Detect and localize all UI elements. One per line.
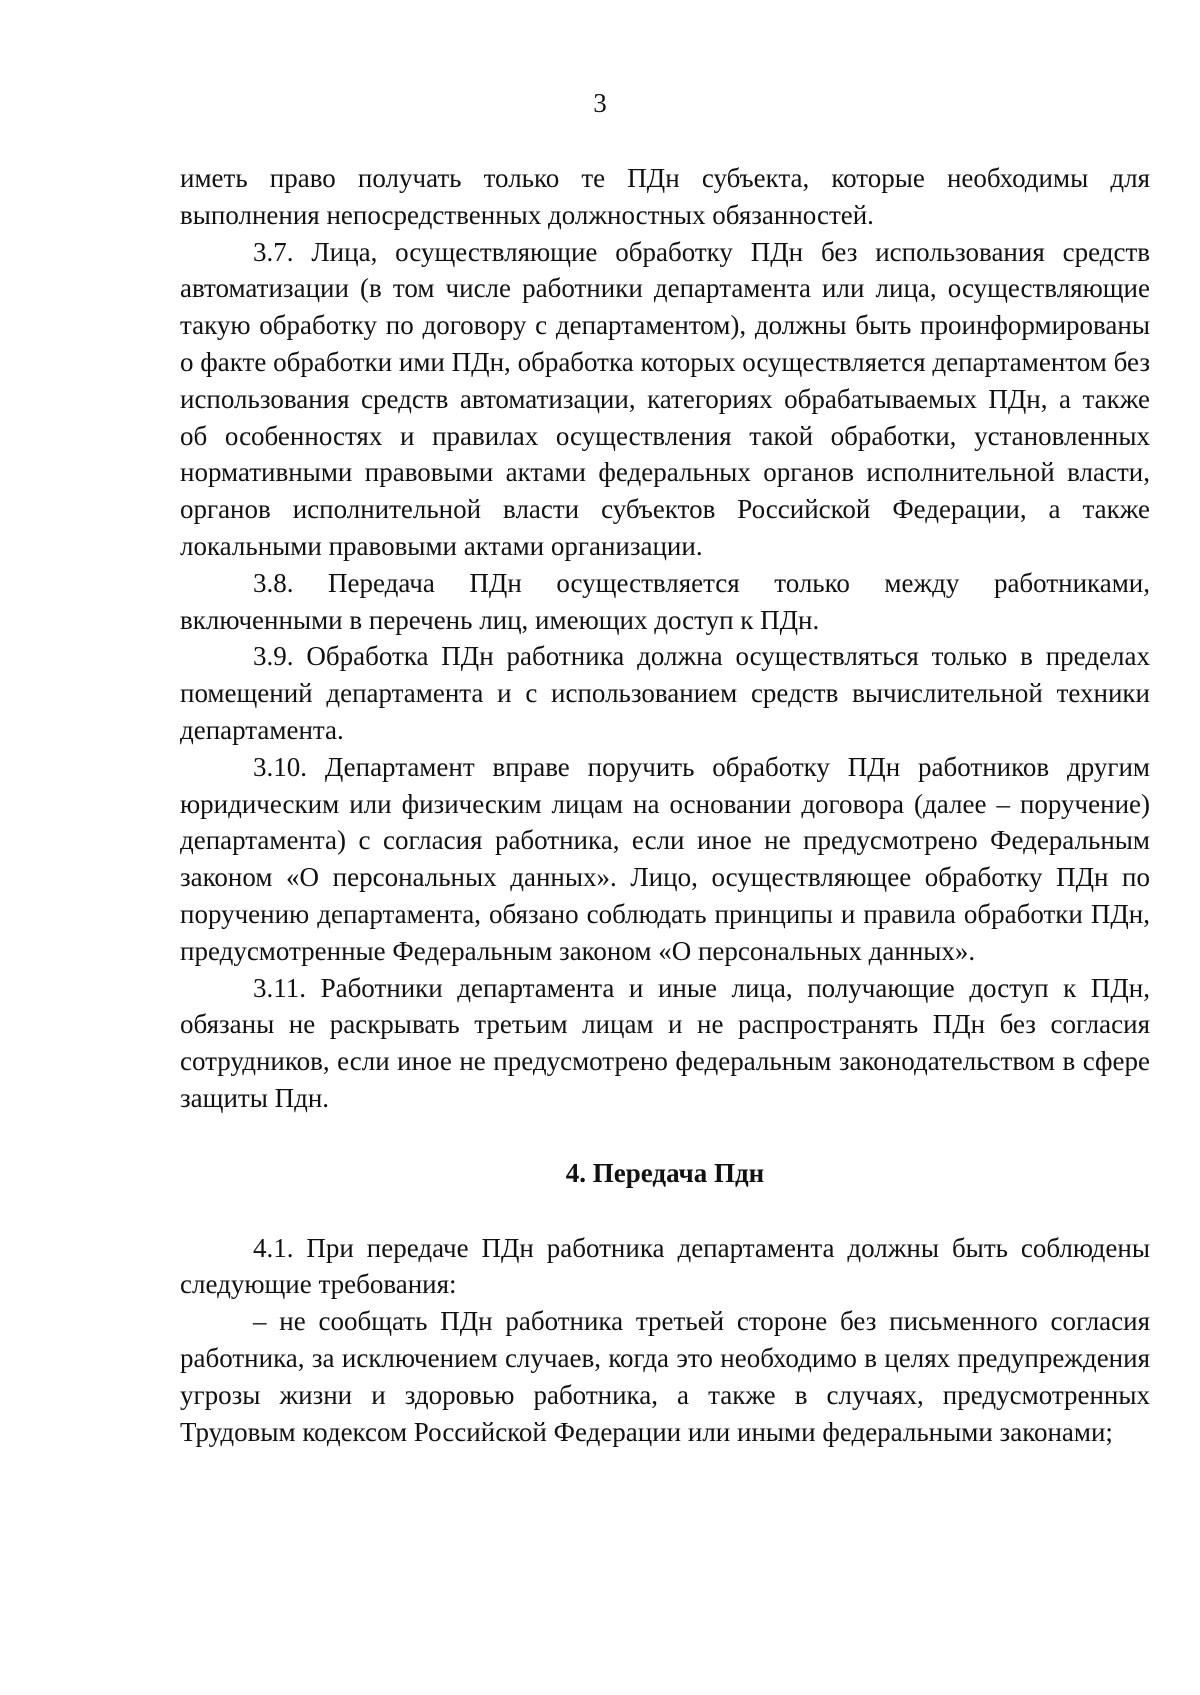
list-item-requirement: – не сообщать ПДн работника третьей стороне без письменного согласия работника, за исключением случаев, когда это необходимо в целях предупреждения угрозы жизни и здоровью работника, а также в случаях, предусмотренных Трудовым кодексом Российской Федерации или иными федеральными законами; (180, 1306, 1150, 1447)
document-body (180, 160, 1150, 1450)
paragraph-3-8: 3.8. Передача ПДн осуществляется только между работниками, включенными в перечень лиц, имеющих доступ к ПДн. (180, 567, 1150, 635)
section-heading-4: 4. Передача Пдн (565, 1157, 765, 1188)
paragraph-continuation: иметь право получать только те ПДн субъекта, которые необходимы для выполнения непосредственных должностных обязанностей. (180, 163, 1150, 230)
paragraph-4-1: 4.1. При передаче ПДн работника департамента должны быть соблюдены следующие требования: (180, 1232, 1150, 1300)
paragraph-3-10: 3.10. Департамент вправе поручить обработку ПДн работников другим юридическим или физическим лицам на основании договора (далее – поручение) департамента) с согласия работника, если иное не предусмотрено Федеральным законом «О персональных данных». Лицо, осуществляющее обработку ПДн по поручению департамента, обязано соблюдать принципы и правила обработки ПДн, предусмотренные Федеральным законом «О персональных данных». (180, 751, 1150, 966)
paragraph-3-11: 3.11. Работники департамента и иные лица, получающие доступ к ПДн, обязаны не раскрывать третьим лицам и не распространять ПДн без согласия сотрудников, если иное не предусмотрено федеральным законодательством в сфере защиты Пдн. (180, 972, 1150, 1113)
paragraph-3-9: 3.9. Обработка ПДн работника должна осуществляться только в пределах помещений департамента и с использованием средств вычислительной техники департамента. (180, 641, 1150, 745)
page-number: 3 (593, 88, 607, 118)
paragraph-3-7: 3.7. Лица, осуществляющие обработку ПДн без использования средств автоматизации (в том числе работники департамента или лица, осуществляющие такую обработку по договору с департаментом), должны быть проинформированы о факте обработки ими ПДн, обработка которых осуществляется департаментом без использования средств автоматизации, категориях обрабатываемых ПДн, а также об особенностях и правилах осуществления такой обработки, установленных нормативными правовыми актами федеральных органов исполнительной власти, органов исполнительной власти субъектов Российской Федерации, а также локальными правовыми актами организации. (180, 236, 1150, 561)
